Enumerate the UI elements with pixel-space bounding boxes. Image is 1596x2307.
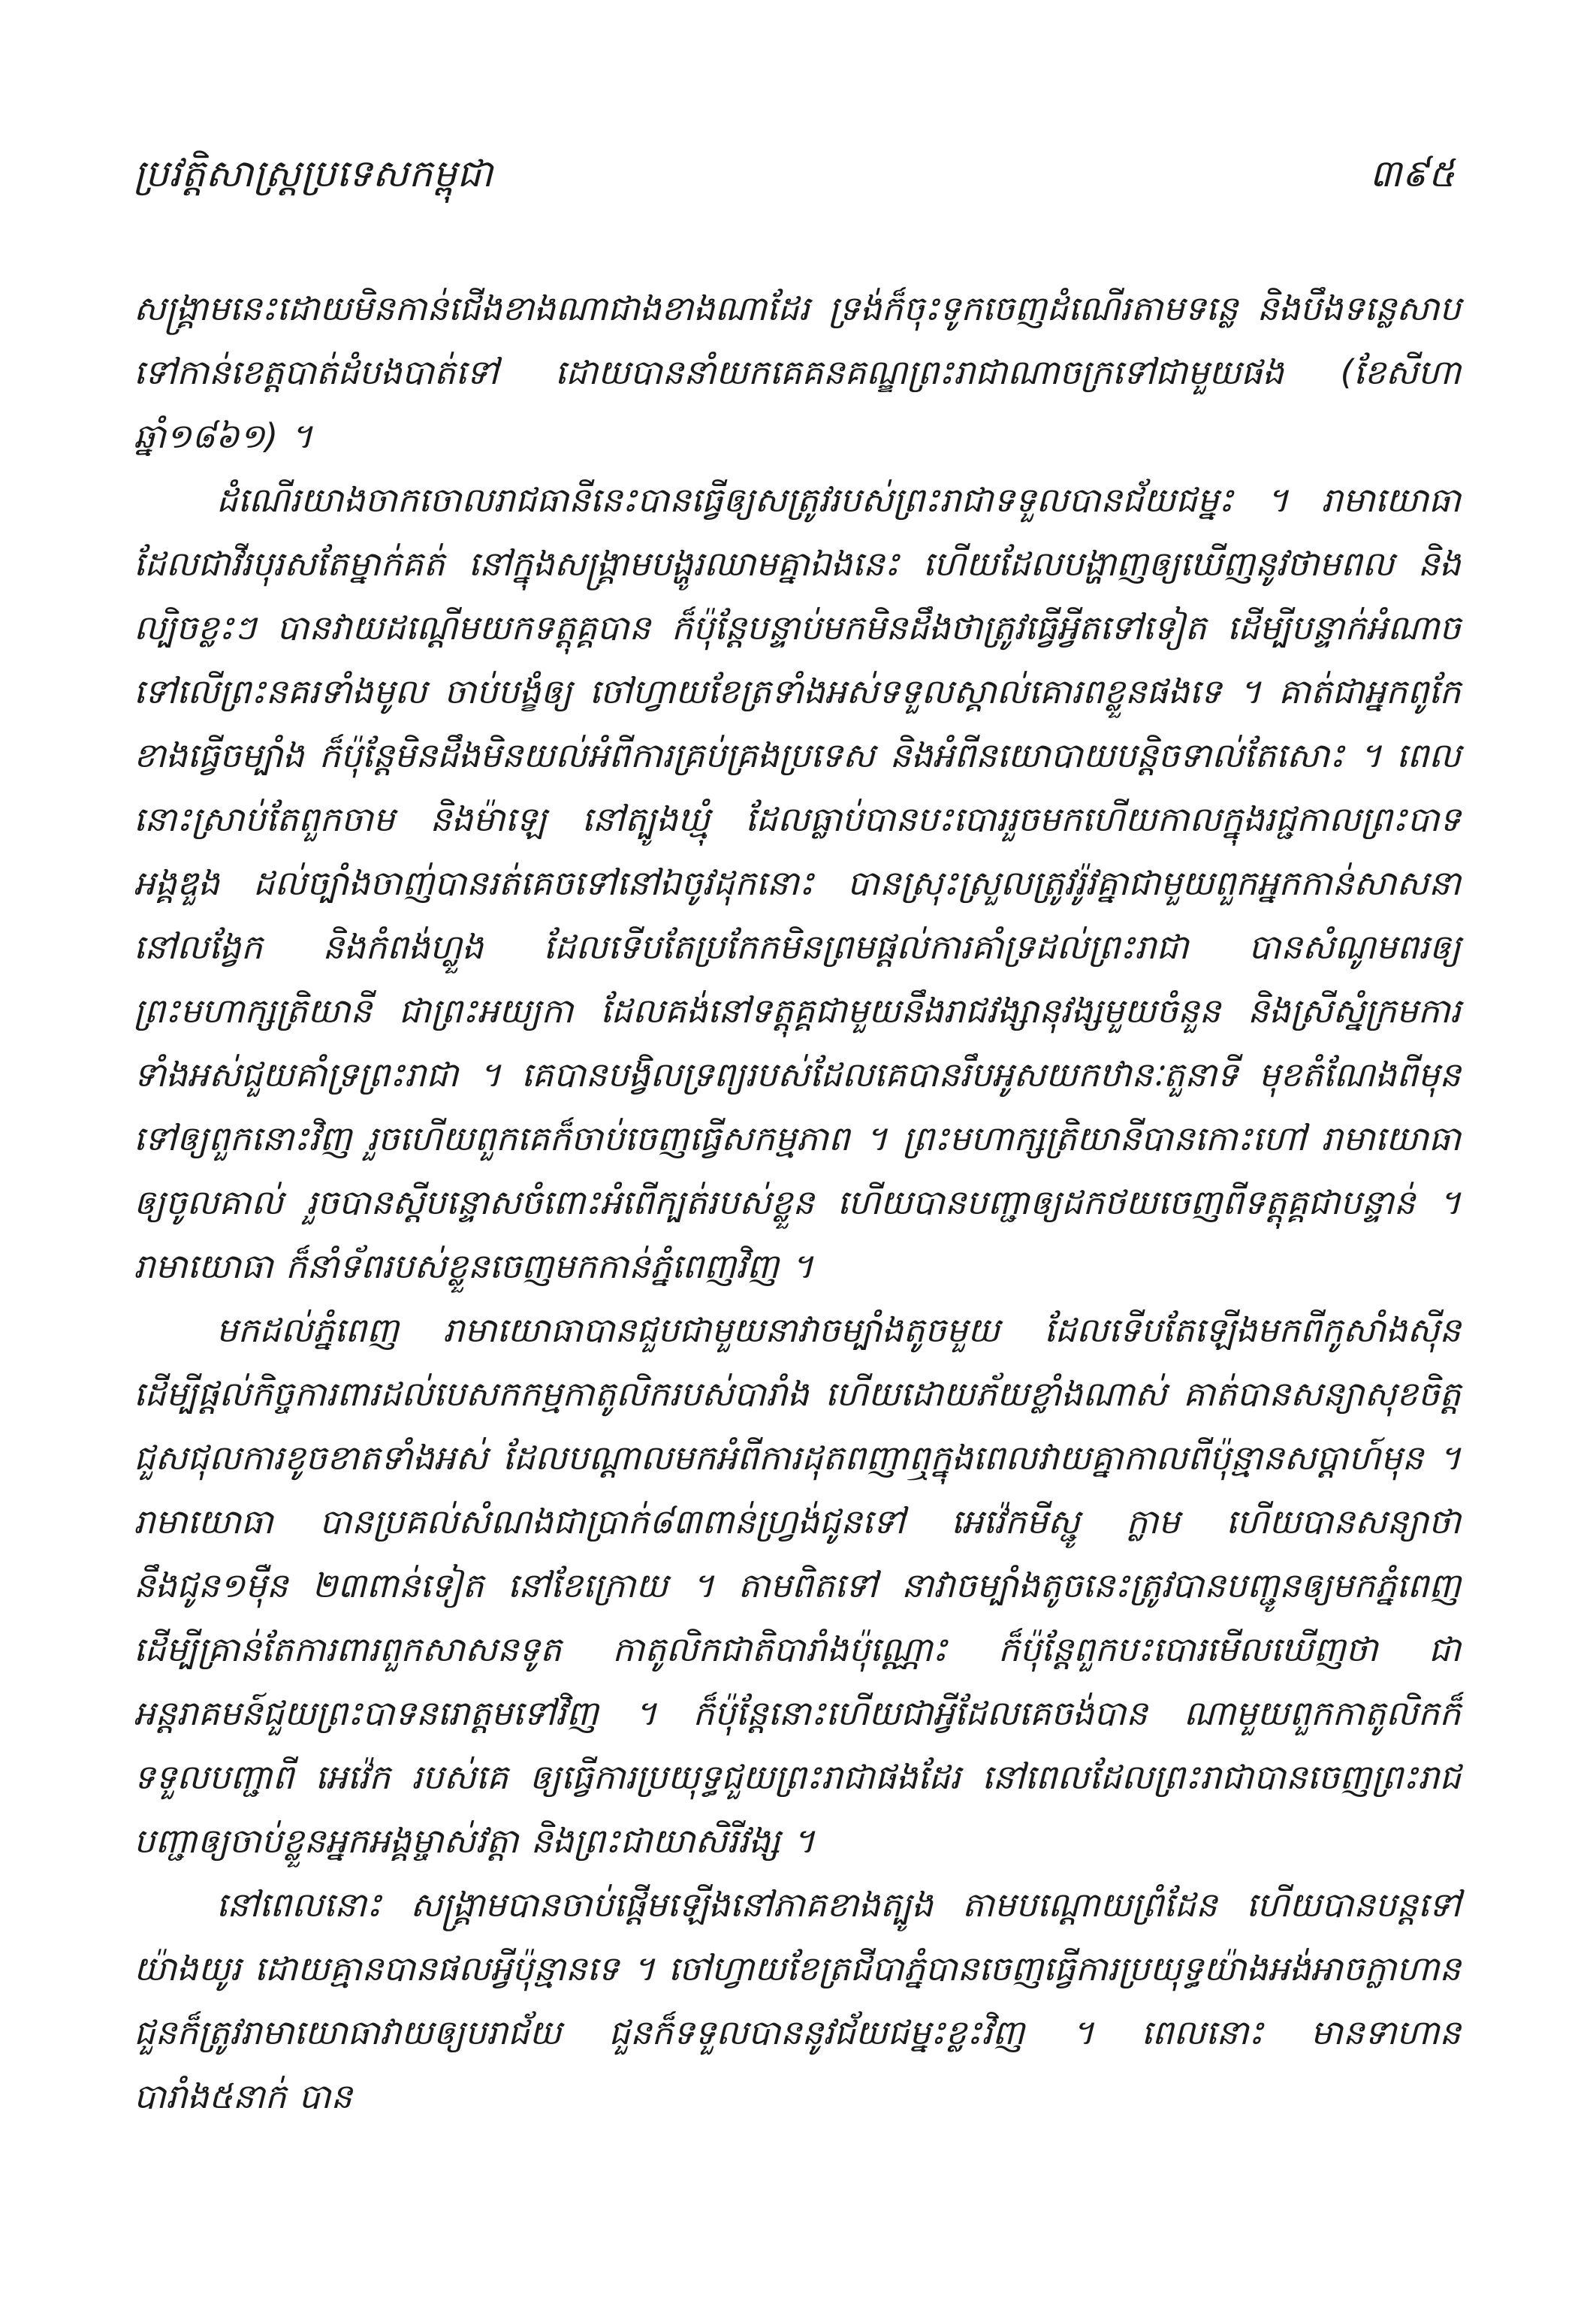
paragraph: សង្គ្រាមនេះដោយមិនកាន់ជើងខាងណាជាងខាងណាដែរ ទ្រង់ក៏ចុះទូកចេញដំណើរតាមទន្លេ និងបឹងទន្លេសាប ទៅកាន់ខេត្តបាត់ដំបងបាត់ទៅ ដោយបាននាំយកគេគនគណ្ឌព្រះរាជាណាចក្រទៅជាមួយផង (ខែសីហា ឆ្នាំ១៨៦១) ។ bbox=[134, 288, 1461, 456]
paragraph: នៅពេលនោះ សង្គ្រាមបានចាប់ផ្តើមឡើងនៅភាគខាងត្បូង តាមបណ្តោយព្រំដែន ហើយបានបន្តទៅយ៉ាងយូរ ដោយគ្មានបានផលអ្វីប៉ុន្មានទេ ។ ចៅហ្វាយខែត្រជីបាភ្នំបានចេញធ្វើការប្រយុទ្ធយ៉ាងអង់អាចក្លាហាន ជួនក៏ត្រូវរាមាយោធាវាយឲ្យបរាជ័យ ជួនក៏ទទួលបាននូវជ័យជម្នះខ្លះវិញ ។ ពេលនោះ មានទាហានបារាំង៥នាក់ បាន bbox=[134, 1885, 1461, 2116]
running-header bbox=[134, 150, 1461, 233]
page-number: ៣៩៥ bbox=[1369, 152, 1455, 195]
paragraph: ដំណើរយាងចាកចោលរាជធានីនេះបានធ្វើឲ្យសត្រូវរបស់ព្រះរាជាទទួលបានជ័យជម្នះ ។ រាមាយោធា ដែលជាវីរបុរសតែម្នាក់គត់ នៅក្នុងសង្គ្រាមបង្ហូរឈាមគ្នាឯងនេះ ហើយដែលបង្ហាញឲ្យឃើញនូវថាមពល និងល្បិចខ្លះៗ បានវាយដណ្តើមយកទត្តុគ្គបាន ក៏ប៉ុន្តែបន្ទាប់មកមិនដឹងថាត្រូវធ្វើអ្វីតទៅទៀត ដើម្បីបន្ទាក់អំណាចទៅលើព្រះនគរទាំងមូល ចាប់បង្ខំឲ្យ ចៅហ្វាយខែត្រទាំងអស់ទទួលស្គាល់គោរពខ្លួនផងទេ ។ គាត់ជាអ្នកពូកែខាងធ្វើចម្បាំង ក៏ប៉ុន្តែមិនដឹងមិនយល់អំពីការគ្រប់គ្រងប្រទេស និងអំពីនយោបាយបន្តិចទាល់តែសោះ ។ ពេលនោះស្រាប់តែពួកចាម និងម៉ាឡេ នៅត្បូងឃ្មុំ ដែលធ្លាប់បានបះបោររួចមកហើយកាលក្នុងរជ្ជកាលព្រះបាទ អង្គឌួង ដល់ច្បាំងចាញ់បានរត់គេចទៅនៅឯចូវដុកនោះ បានស្រុះស្រួលត្រូវរ៉ូវគ្នាជាមួយពួកអ្នកកាន់សាសនា នៅលង្វែក និងកំពង់ហ្លួង ដែលទើបតែប្រកែកមិនព្រមផ្តល់ការគាំទ្រដល់ព្រះរាជា បានសំណូមពរឲ្យព្រះមហាក្សត្រិយានី ជាព្រះអយ្យកា ដែលគង់នៅទត្តុគ្គជាមួយនឹងរាជវង្សានុវង្សមួយចំនួន និងស្រីស្នំក្រមការទាំងអស់ជួយគាំទ្រព្រះរាជា ។ គេបានបង្វិលទ្រព្យរបស់ដែលគេបានរឹបអូសយកឋានៈតួនាទី មុខតំណែងពីមុនទៅឲ្យពួកនោះវិញ រួចហើយពួកគេក៏ចាប់ចេញធ្វើសកម្មភាព ។ ព្រះមហាក្សត្រិយានីបានកោះហៅ រាមាយោធាឲ្យចូលគាល់ រួចបានស្តីបន្ទោសចំពោះអំពើក្បត់របស់ខ្លួន ហើយបានបញ្ជាឲ្យដកថយចេញពីទត្តុគ្គជាបន្ទាន់ ។ រាមាយោធា ក៏នាំទ័ពរបស់ខ្លួនចេញមកកាន់ភ្នំពេញវិញ ។ bbox=[134, 480, 1461, 1286]
body-text bbox=[134, 276, 1461, 2128]
running-title: ប្រវត្តិសាស្ត្រប្រទេសកម្ពុជា bbox=[134, 152, 493, 195]
paragraph: មកដល់ភ្នំពេញ រាមាយោធាបានជួបជាមួយនាវាចម្បាំងតូចមួយ ដែលទើបតែឡើងមកពីកូសាំងស៊ីន ដើម្បីផ្តល់កិច្ចការពារដល់បេសកកម្មកាតូលិករបស់បារាំង ហើយដោយភ័យខ្លាំងណាស់ គាត់បានសន្យាសុខចិត្តជួសជុលការខូចខាតទាំងអស់ ដែលបណ្តាលមកអំពីការដុតពញាឮក្នុងពេលវាយគ្នាកាលពីប៉ុន្មានសប្តាហ៍មុន ។ រាមាយោធា បានប្រគល់សំណងជាប្រាក់៨៣ពាន់ហ្វ្រង់ជូនទៅ អេវ៉េកមីស្ជូ ក្លាម ហើយបានសន្យាថានឹងជូន១ម៉ឺន ២៣ពាន់ទៀត នៅខែក្រោយ ។ តាមពិតទៅ នាវាចម្បាំងតូចនេះត្រូវបានបញ្ជូនឲ្យមកភ្នំពេញ ដើម្បីគ្រាន់តែការពារពួកសាសនទូត កាតូលិកជាតិបារាំងប៉ុណ្ណោះ ក៏ប៉ុន្តែពួកបះបោរមើលឃើញថា ជាអន្តរាគមន៍ជួយព្រះបាទនរោត្តមទៅវិញ ។ ក៏ប៉ុន្តែនោះហើយជាអ្វីដែលគេចង់បាន ណាមួយពួកកាតូលិកក៏ទទួលបញ្ជាពី អេវ៉េក របស់គេ ឲ្យធ្វើការប្រយុទ្ធជួយព្រះរាជាផងដែរ នៅពេលដែលព្រះរាជាបានចេញព្រះរាជបញ្ជាឲ្យចាប់ខ្លួនអ្នកអង្គម្ចាស់វត្តា និងព្រះជាយាសិរីវង្ស ។ bbox=[134, 1310, 1461, 1861]
